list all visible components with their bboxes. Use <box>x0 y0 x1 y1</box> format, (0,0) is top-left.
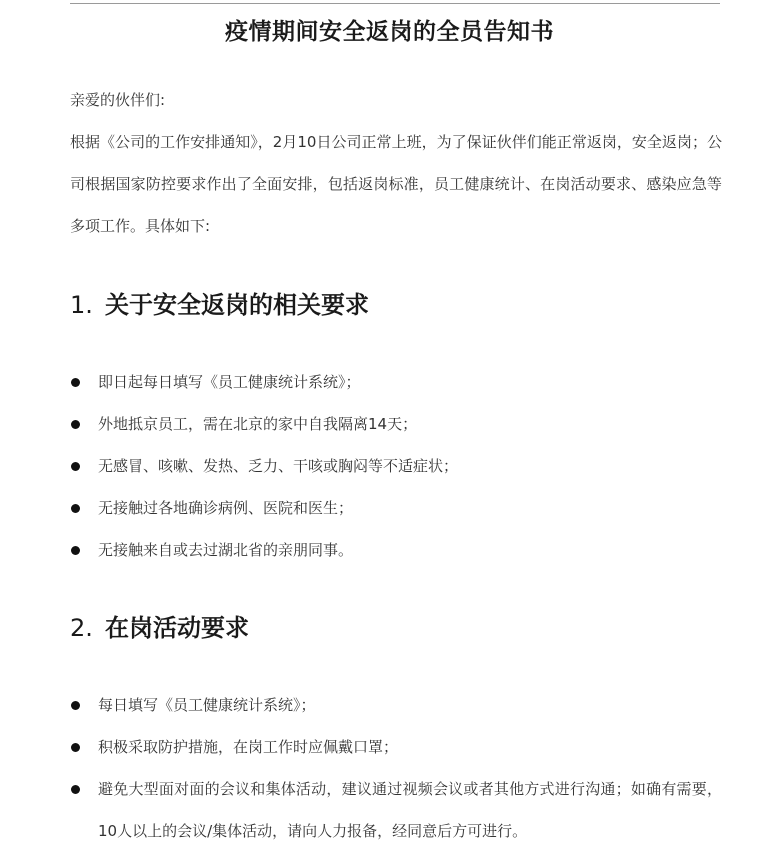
list-item-text: 即日起每日填写《员工健康统计系统》； <box>98 373 361 391</box>
list-item <box>70 726 722 768</box>
list-item <box>70 529 722 571</box>
section-heading-2 <box>70 611 249 645</box>
bullet-dot-icon <box>71 504 80 513</box>
bullet-dot-icon <box>71 785 80 794</box>
top-divider <box>70 3 720 4</box>
list-item-text: 无感冒、咳嗽、发热、乏力、干咳或胸闷等不适症状； <box>98 457 459 475</box>
list-item-text: 积极采取防护措施，在岗工作时应佩戴口罩； <box>98 738 399 756</box>
bullet-list-2 <box>70 684 722 852</box>
section-number: 1. <box>70 291 93 319</box>
list-item <box>70 684 722 726</box>
list-item <box>70 768 722 852</box>
bullet-list-1 <box>70 361 722 571</box>
document-title: 疫情期间安全返岗的全员告知书 <box>225 19 554 45</box>
list-item <box>70 487 722 529</box>
list-item-text: 每日填写《员工健康统计系统》； <box>98 696 316 714</box>
intro-paragraph: 根据《公司的工作安排通知》，2月10日公司正常上班，为了保证伙伴们能正常返岗，安全返岗；公司根据国家防控要求作出了全面安排，包括返岗标准，员工健康统计、在岗活动要求、感染应急等多项工作。具体如下: <box>70 133 722 235</box>
bullet-dot-icon <box>71 378 80 387</box>
list-item-text: 无接触过各地确诊病例、医院和医生； <box>98 499 354 517</box>
list-item-text: 无接触来自或去过湖北省的亲朋同事。 <box>98 541 354 559</box>
section-title: 关于安全返岗的相关要求 <box>105 291 369 319</box>
bullet-dot-icon <box>71 743 80 752</box>
greeting: 亲爱的伙伴们: <box>70 91 166 109</box>
bullet-dot-icon <box>71 462 80 471</box>
bullet-dot-icon <box>71 546 80 555</box>
list-item <box>70 445 722 487</box>
list-item-text: 避免大型面对面的会议和集体活动，建议通过视频会议或者其他方式进行沟通；如确有需要，10人以上的会议/集体活动，请向人力报备，经同意后方可进行。 <box>98 780 722 840</box>
bullet-dot-icon <box>71 701 80 710</box>
section-heading-1 <box>70 288 369 322</box>
list-item <box>70 403 722 445</box>
section-number: 2. <box>70 614 93 642</box>
section-title: 在岗活动要求 <box>105 614 249 642</box>
list-item-text: 外地抵京员工，需在北京的家中自我隔离14天； <box>98 415 418 433</box>
bullet-dot-icon <box>71 420 80 429</box>
list-item <box>70 361 722 403</box>
